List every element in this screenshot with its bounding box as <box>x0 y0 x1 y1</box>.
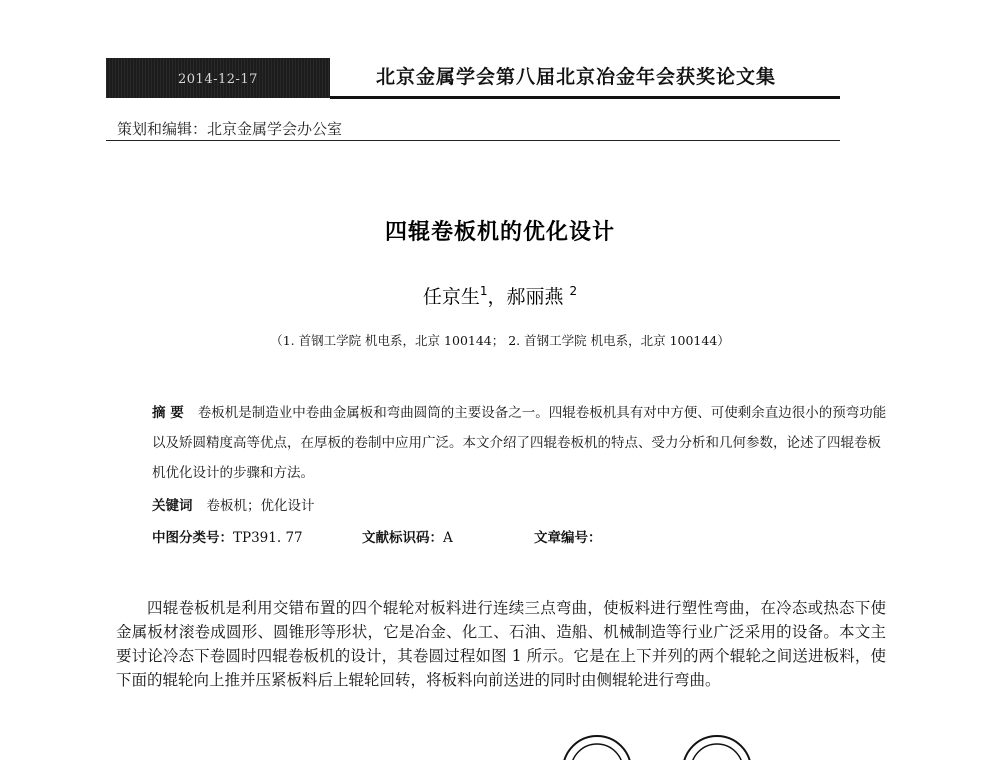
author-2: 郝丽燕 <box>506 286 564 308</box>
authors <box>0 282 1000 309</box>
abstract-text: 卷板机是制造业中卷曲金属板和弯曲圆筒的主要设备之一。四辊卷板机具有对中方便、可使剩余直边很小的预弯功能以及矫圆精度高等优点，在厚板的卷制中应用广泛。本文介绍了四辊卷板机的特点、受力分析和几何参数，论述了四辊卷板机优化设计的步骤和方法。 <box>152 405 887 481</box>
upper-roller-left-inner <box>571 744 623 760</box>
upper-roller-right <box>683 736 751 760</box>
author-1: 任京生 <box>422 286 480 308</box>
clc-value: TP391. 77 <box>233 530 303 546</box>
body-paragraph: 四辊卷板机是利用交错布置的四个辊轮对板料进行连续三点弯曲，使板料进行塑性弯曲，在冷态或热态下使金属板材滚卷成圆形、圆锥形等形状，它是冶金、化工、石油、造船、机械制造等行业广泛采用的设备。本文主要讨论冷态下卷圆时四辊卷板机的设计，其卷圆过程如图 1 所示。它是在上下并列的两个辊轮之间送进板料，使下面的辊轮向上推并压紧板料后上辊轮回转，将板料向前送进的同时由侧辊轮进行弯曲。 <box>116 599 886 689</box>
paper-title: 四辊卷板机的优化设计 <box>384 220 615 245</box>
upper-roller-right-inner <box>691 744 743 760</box>
author-separator: ， <box>487 286 507 308</box>
editor-line: 策划和编辑：北京金属学会办公室 <box>117 120 343 138</box>
roller-figure-partial <box>540 720 790 760</box>
abstract-label: 摘 要 <box>152 405 184 421</box>
upper-roller-left <box>563 736 631 760</box>
header-date: 2014-12-17 <box>178 72 258 87</box>
journal-title: 北京金属学会第八届北京冶金年会获奖论文集 <box>376 66 777 88</box>
author-1-affil-mark: 1 <box>479 284 488 298</box>
doc-code-value: A <box>443 530 453 546</box>
abstract <box>152 398 892 488</box>
affiliation: （1. 首钢工学院 机电系，北京 100144； 2. 首钢工学院 机电系，北京 100144） <box>270 333 730 348</box>
keywords <box>152 494 315 514</box>
author-2-affil-mark: 2 <box>569 284 578 298</box>
clc-label: 中图分类号： <box>152 530 233 546</box>
keywords-label: 关键词 <box>152 498 193 514</box>
keywords-text: 卷板机；优化设计 <box>206 498 315 514</box>
header-rule <box>330 96 840 99</box>
header-divider <box>106 140 840 141</box>
article-no-label: 文章编号： <box>534 530 602 546</box>
doc-code-label: 文献标识码： <box>362 530 443 546</box>
